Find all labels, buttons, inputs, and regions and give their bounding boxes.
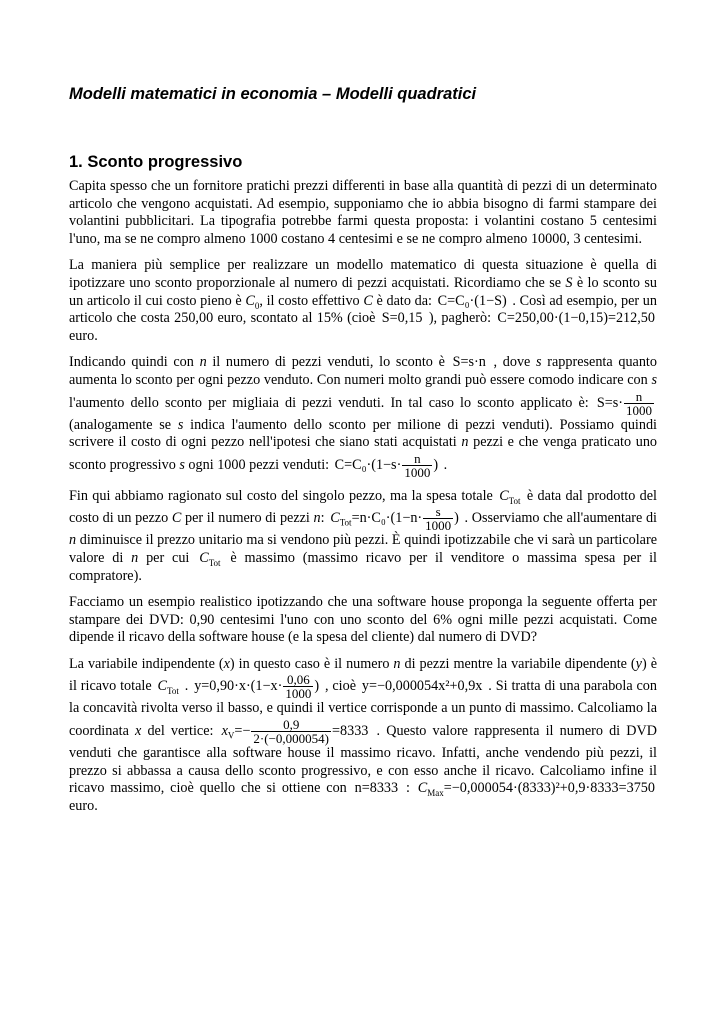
- text: rappresenta quanto aumenta lo sconto per ogni pezzo venduto. Con numeri molto grandi può essere comodo indicare con: [69, 354, 657, 388]
- var-c: C: [199, 549, 209, 566]
- paragraph-progressive-discount: [69, 354, 657, 478]
- formula-part: y=0,90·x·(1−x·: [194, 678, 283, 695]
- formula-part: ): [454, 510, 459, 527]
- formula-total-cost: [328, 505, 461, 532]
- formula-part: =n·C₀·(1−n·: [351, 510, 423, 527]
- formula-vertex: [220, 718, 371, 745]
- paragraph-dvd-example: Facciamo un esempio realistico ipotizzando che una software house proponga la seguente offerta per stampare dei DVD: 0,90 centesimi l'uno con uno sconto del 6% ogni mille pezzi acquistati. Come dipende il ricavo della software house (e la spesa del cliente) dal numero di DVD?: [69, 594, 657, 646]
- text: La maniera più semplice per realizzare un modello matematico di questa situazione è quella di ipotizzare uno sconto proporzionale al numero di pezzi acquistati. Ricordiamo che se: [69, 257, 657, 291]
- text: il numero di pezzi venduti, lo sconto è: [206, 354, 451, 371]
- text: è data dal prodotto del costo di un pezzo: [69, 487, 658, 527]
- text: euro.: [69, 327, 98, 344]
- subscript: Max: [427, 788, 444, 799]
- formula-parabola: y=−0,000054x²+0,9x: [361, 678, 483, 695]
- text: . Così ad esempio, per un articolo che costa 250,00 euro, scontato al 15% (cioè: [69, 292, 657, 327]
- formula-example-cost: C=250,00·(1−0,15)=212,50: [497, 310, 655, 327]
- denominator: 1000: [626, 402, 652, 418]
- text: ) è il ricavo totale: [69, 655, 658, 695]
- denominator: 1000: [404, 464, 431, 480]
- var-x: x: [221, 722, 228, 739]
- formula-part: ): [433, 456, 439, 473]
- paragraph-discount-model: [69, 257, 657, 345]
- text: . Osserviamo che all'aumentare di: [460, 510, 657, 527]
- text: indica l'aumento dello sconto per milione di pezzi venduti). Possiamo quindi scrivere il costo di ogni pezzo nell'ipotesi che siano stati acquistati: [69, 416, 657, 451]
- text: .: [440, 456, 448, 473]
- numerator: s: [423, 505, 453, 519]
- fraction: [624, 390, 654, 417]
- text: , cioè: [321, 678, 360, 695]
- text: , dove: [487, 354, 537, 371]
- document-title: Modelli matematici in economia – Modelli quadratici: [69, 85, 477, 103]
- formula-part: =−: [234, 722, 251, 739]
- var-n: n: [131, 549, 139, 566]
- var-s: s: [177, 416, 184, 433]
- var-s: s: [179, 456, 185, 473]
- formula-unit-cost: [333, 452, 440, 479]
- var-y: y: [635, 655, 642, 672]
- subscript: Tot: [339, 517, 352, 528]
- var-c: C: [157, 678, 167, 695]
- text: pezzi e che venga praticato uno sconto progressivo: [69, 434, 658, 473]
- paragraph-parabola: [69, 656, 657, 816]
- text: euro.: [69, 797, 98, 814]
- text: del vertice:: [141, 722, 220, 739]
- fraction: [402, 452, 432, 479]
- var-s: s: [651, 371, 657, 388]
- text: ), pagherò:: [424, 310, 496, 327]
- var-c: C: [171, 510, 182, 527]
- formula-discount-value: S=0,15: [381, 310, 423, 327]
- text: Indicando quindi con: [69, 354, 200, 371]
- text: l'aumento dello sconto per migliaia di pezzi venduti. In tal caso lo sconto applicato è:: [69, 394, 595, 411]
- var-x: x: [223, 655, 230, 672]
- text: ) in questo caso è il numero: [229, 655, 394, 672]
- subscript: Tot: [167, 686, 179, 697]
- formula-discount-linear: S=s·n: [452, 354, 486, 371]
- text: La variabile indipendente (: [69, 655, 224, 672]
- subscript: 0: [254, 300, 260, 311]
- text: (analogamente se: [69, 416, 178, 433]
- numerator: 0,9: [251, 718, 331, 732]
- var-c: C: [417, 780, 428, 797]
- var-n: n: [393, 655, 401, 672]
- formula-n-value: n=8333: [354, 780, 399, 797]
- denominator: 2·(−0,000054): [253, 731, 329, 747]
- fraction: [423, 505, 453, 532]
- text: per il numero di pezzi: [181, 510, 314, 527]
- var-n: n: [69, 532, 77, 549]
- subscript: Tot: [508, 495, 521, 506]
- var-c: C: [499, 487, 509, 504]
- formula-part: ): [314, 678, 320, 695]
- section-title: 1. Sconto progressivo: [69, 153, 243, 171]
- symbol-c-tot: [197, 550, 222, 568]
- formula-part: C=C₀·(1−s·: [334, 456, 402, 473]
- var-s: s: [536, 354, 542, 371]
- text: è dato da:: [372, 292, 436, 309]
- numerator: 0,06: [283, 673, 313, 687]
- text: ogni 1000 pezzi venduti:: [184, 456, 333, 473]
- fraction: [283, 673, 313, 700]
- var-n: n: [313, 510, 321, 527]
- fraction: [251, 718, 331, 745]
- paragraph-total-cost: [69, 488, 657, 585]
- formula-effective-cost: C=C₀·(1−S): [437, 292, 507, 309]
- var-c0: C: [245, 292, 255, 309]
- text: di pezzi mentre la variabile dipendente (: [400, 655, 636, 672]
- var-c: C: [363, 292, 373, 309]
- text: per cui: [138, 549, 198, 566]
- var-n: n: [199, 354, 207, 371]
- formula-part: S=s·: [596, 394, 623, 411]
- var-x: x: [135, 722, 142, 739]
- text: è massimo (massimo ricavo per il venditore o massima spesa per il compratore).: [69, 549, 657, 584]
- formula-part: =−0,000054·(8333)²+0,9·8333=3750: [443, 780, 655, 797]
- numerator: n: [402, 452, 432, 466]
- formula-part: =8333: [332, 722, 369, 739]
- formula-revenue: [192, 673, 321, 700]
- text: , il costo effettivo: [259, 292, 364, 309]
- denominator: 1000: [285, 686, 312, 702]
- text: Fin qui abbiamo ragionato sul costo del singolo pezzo, ma la spesa totale: [69, 487, 498, 504]
- subscript: Tot: [208, 557, 221, 568]
- subscript: V: [227, 730, 235, 741]
- paragraph-intro: Capita spesso che un fornitore pratichi prezzi differenti in base alla quantità di pezzi di un determinato articolo che vengono acquistati. Ad esempio, supponiamo che io abbia bisogno di farmi stampare dei volantini pubblicitari. La tipografia potrebbe farmi questa proposta: i volantini costano 5 centesimi l'uno, ma se ne compro almeno 1000 costano 4 centesimi e se ne compro almeno 10000, 3 centesimi.: [69, 178, 657, 247]
- text: .: [180, 678, 193, 695]
- denominator: 1000: [425, 518, 452, 534]
- document-page: [69, 84, 657, 824]
- text: :: [400, 780, 416, 797]
- var-s: S: [565, 274, 573, 291]
- text: :: [320, 510, 329, 527]
- symbol-c-tot: [497, 488, 522, 506]
- symbol-c-tot: [156, 678, 181, 696]
- text: . Si tratta di una parabola con la concavità rivolta verso il basso, e quindi il vertice corrisponde a un punto di massimo. Calcoliamo la coordinata: [69, 678, 657, 739]
- formula-max-revenue: [416, 780, 657, 798]
- var-c: C: [330, 510, 340, 527]
- numerator: n: [624, 390, 654, 404]
- formula-discount-per-thousand: [595, 390, 657, 417]
- text: . Questo valore rappresenta il numero di DVD venduti che garantisce alla software house il massimo ricavo. Infatti, anche vendendo più pezzi, il prezzo si abbassa a causa dello sconto progressivo, e con esso anche il ricavo. Calcoliamo infine il ricavo massimo, cioè quello che si ottiene con: [69, 722, 657, 797]
- text: diminuisce il prezzo unitario ma si vendono più pezzi. È quindi ipotizzabile che vi sarà un particolare valore di: [69, 532, 657, 566]
- text: è lo sconto su un articolo il cui costo pieno è: [69, 274, 657, 309]
- var-n: n: [461, 434, 469, 451]
